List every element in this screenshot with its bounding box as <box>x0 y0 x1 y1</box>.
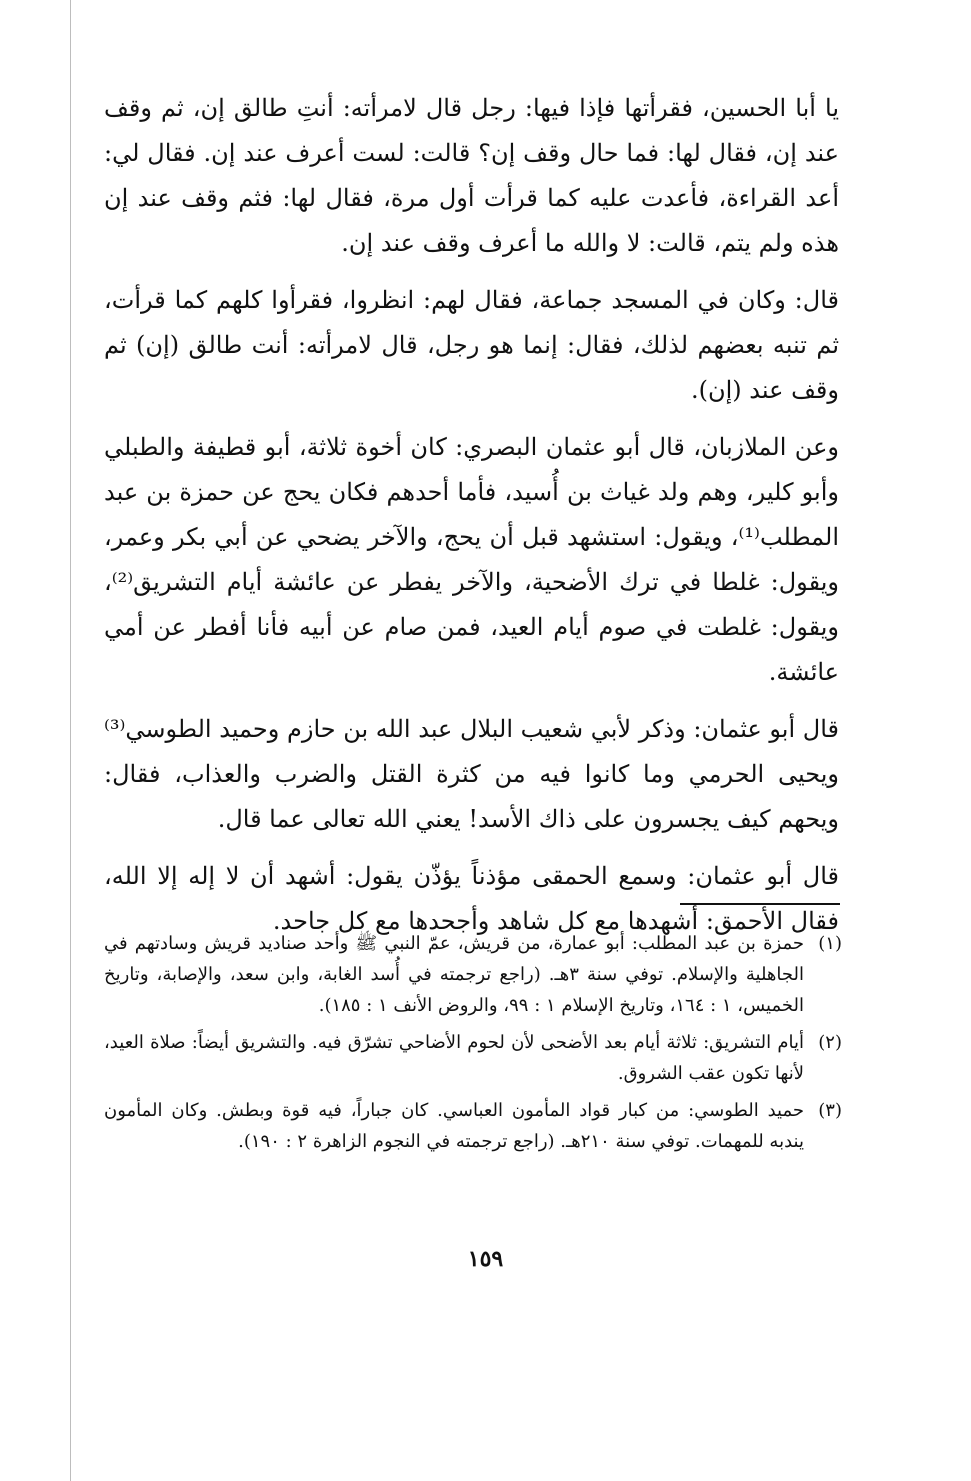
page-number: ١٥٩ <box>467 1246 504 1272</box>
paragraph: قال أبو عثمان: وسمع الحمقى مؤذناً يؤذّن يقول: أشهد أن لا إله إلا الله، فقال الأحمق: أشهدها مع كل شاهد وأجحدها مع كل جاحد. <box>104 862 839 935</box>
paragraph: قال: وكان في المسجد جماعة، فقال لهم: انظروا، فقرأوا كلهم كما قرأت، ثم تنبه بعضهم لذلك، فقال: إنما هو رجل، قال لامرأته: أنت طالق (إن) ثم وقف عند (إن). <box>104 286 839 404</box>
main-text <box>104 86 839 956</box>
footnote <box>104 1027 842 1089</box>
footnote-text: حميد الطوسي: من كبار قواد المأمون العباسي. كان جباراً، فيه قوة وبطش. وكان المأمون يندبه للمهمات. توفي سنة ٢١٠هـ. (راجع ترجمته في النجوم الزاهرة ٢ : ١٩٠). <box>104 1100 804 1152</box>
footnotes <box>104 928 842 1163</box>
footnote-text: أيام التشريق: ثلاثة أيام بعد الأضحى لأن لحوم الأضاحي تشرّق فيه. والتشريق أيضاً: صلاة العيد، لأنها تكون عقب الشروق. <box>104 1032 804 1084</box>
footnote-number: (٣) <box>818 1100 842 1121</box>
footnote-number: (٢) <box>818 1032 842 1053</box>
footnote <box>104 928 842 1021</box>
paragraph: قال أبو عثمان: وذكر لأبي شعيب البلال عبد الله بن حازم وحميد الطوسي⁽³⁾ ويحيى الحرمي وما كانوا فيه من كثرة القتل والضرب والعذاب، فقال: ويحهم كيف يجسرون على ذاك الأسد! يعني الله تعالى عما قال. <box>103 715 839 833</box>
footnote <box>104 1095 842 1157</box>
paragraph: يا أبا الحسين، فقرأتها فإذا فيها: رجل قال لامرأته: أنتِ طالق إن، ثم وقف عند إن، فقال لها: فما حال وقف إن؟ قالت: لست أعرف عند إن. فقال لي: أعد القراءة، فأعدت عليه كما قرأت أول مرة، فقال لها: فثم وقف عند إن هذه ولم يتم، قالت: لا والله ما أعرف وقف عند إن. <box>104 94 839 257</box>
footnote-separator <box>680 903 840 905</box>
paragraph: وعن الملازبان، قال أبو عثمان البصري: كان أخوة ثلاثة، أبو قطيفة والطبلي وأبو كلير، وهم ولد غياث بن أُسيد، فأما أحدهم فكان يحج عن حمزة بن عبد المطلب⁽¹⁾، ويقول: استشهد قبل أن يحج، والآخر يضحي عن أبي بكر وعمر، ويقول: غلطا في ترك الأضحية، والآخر يفطر عن عائشة أيام التشريق⁽²⁾، ويقول: غلطت في صوم أيام العيد، فمن صام عن أبيه فأنا أفطر عن أمي عائشة. <box>104 433 839 686</box>
footnote-number: (١) <box>818 933 842 954</box>
footnote-text: حمزة بن عبد المطلب: أبو عمارة، من قريش، عمّ النبي ﷺ وأحد صناديد قريش وسادتهم في الجاهلية والإسلام. توفي سنة ٣هـ. (راجع ترجمته في أُسد الغابة، وابن سعد، والإصابة، وتاريخ الخميس، ١ : ١٦٤، وتاريخ الإسلام ١ : ٩٩، والروض الأنف ١ : ١٨٥). <box>104 933 804 1016</box>
